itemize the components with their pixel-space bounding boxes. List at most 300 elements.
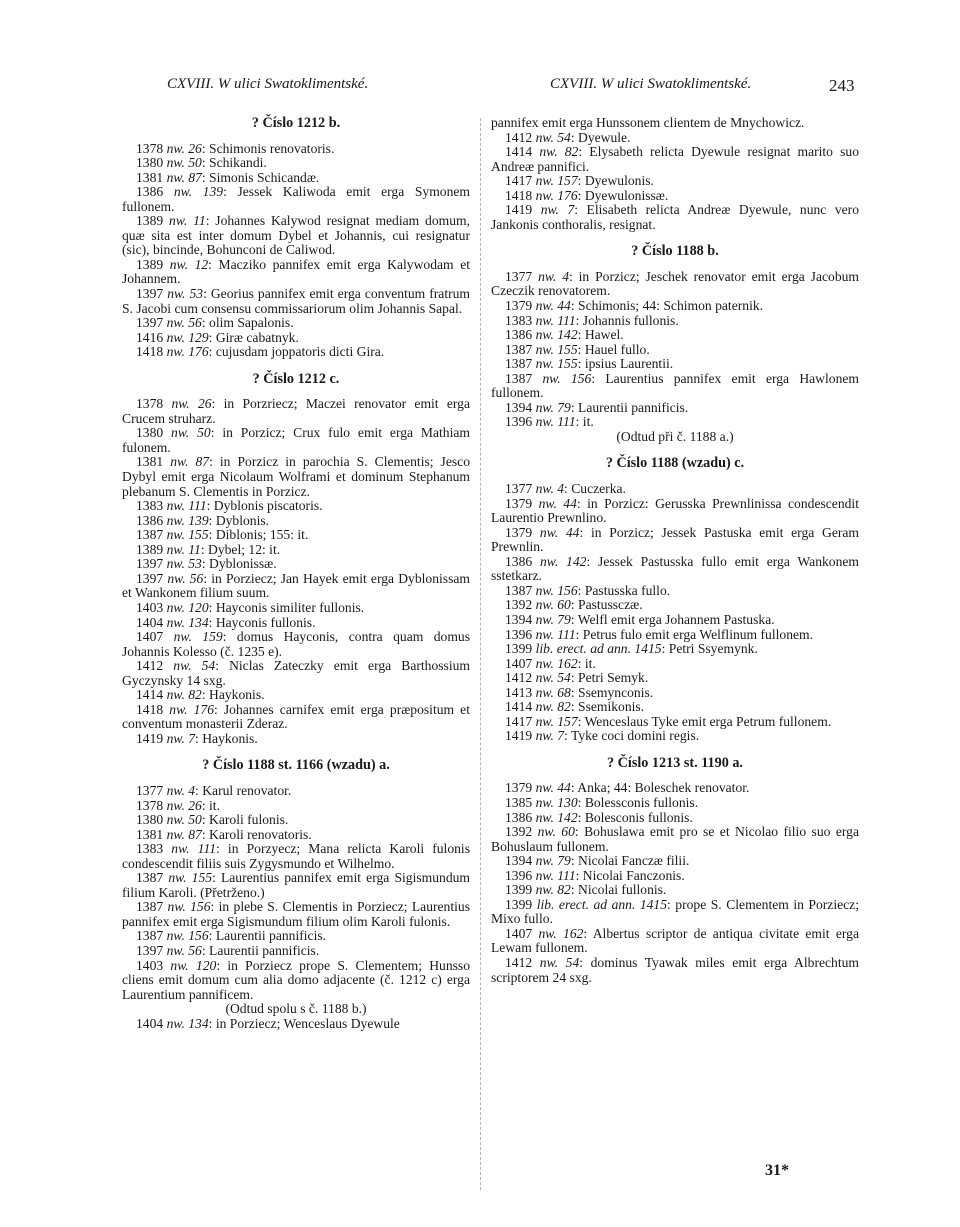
entry-source: nw. 111 — [535, 626, 576, 642]
entry-year: 1389 — [136, 541, 164, 557]
entry-year: 1416 — [136, 329, 164, 345]
entry-year: 1418 — [136, 344, 164, 360]
entry-source: nw. 155 — [166, 527, 209, 543]
entry-source: nw. 176 — [535, 187, 578, 203]
entry-text: : Cuczerka. — [564, 481, 626, 497]
entry — [491, 729, 859, 744]
entry-year: 1414 — [505, 144, 533, 160]
entry-text: : domus Hayconis, contra quam domus Johannis Kolesso (č. 1235 e). — [122, 629, 471, 659]
section — [122, 758, 470, 1031]
entry-source: nw. 156 — [535, 582, 578, 598]
entry-source: nw. 44 — [535, 298, 571, 314]
entry-text: : Laurentii pannificis. — [570, 399, 689, 415]
entry — [122, 185, 470, 214]
entry-year: 1413 — [505, 684, 533, 700]
entry-year: 1407 — [136, 629, 164, 645]
entry-text: : Johannis fullonis. — [575, 312, 679, 328]
entry-text: : Jessek Pastusska fullo emit erga Wankonem sstetkarz. — [491, 553, 859, 584]
entry — [122, 331, 470, 346]
section-title — [122, 372, 470, 387]
entry — [122, 659, 470, 688]
entry-year: 1387 — [136, 928, 164, 944]
entry-text: : Karoli renovatoris. — [201, 826, 312, 842]
section — [491, 244, 859, 444]
entry — [491, 956, 859, 985]
entry-year: 1389 — [136, 213, 164, 229]
entry-source: nw. 79 — [535, 611, 571, 627]
entry — [122, 944, 470, 959]
section — [491, 756, 859, 985]
entry-source: nw. 156 — [542, 370, 592, 386]
entry — [122, 287, 470, 316]
entry-year: 1386 — [136, 512, 164, 528]
entry — [122, 732, 470, 747]
entry-year: 1404 — [136, 1015, 164, 1031]
entry — [122, 528, 470, 543]
entry-year: 1387 — [505, 370, 533, 386]
entry — [491, 854, 859, 869]
entry-text: : Dyblonissæ. — [201, 556, 277, 572]
section-title-text: ? Číslo 1212 c. — [252, 370, 340, 387]
section-title-text: ? Číslo 1188 st. 1166 (wzadu) a. — [202, 757, 390, 774]
entry-year: 1399 — [505, 896, 533, 912]
entry — [491, 497, 859, 526]
entry-year: 1396 — [505, 414, 533, 430]
entry-year: 1414 — [505, 699, 533, 715]
entry — [122, 514, 470, 529]
entry — [122, 455, 470, 499]
entry-source: nw. 26 — [171, 396, 212, 412]
entry-text: : Dyewule. — [570, 129, 631, 145]
entry-text: : in Porzyecz; Mana relicta Karoli fulonis condescendit filiis suis Zygysmundo et Wilhelmo. — [122, 841, 470, 871]
entry — [122, 156, 470, 171]
entry — [491, 715, 859, 730]
entry-source: nw. 156 — [167, 899, 211, 915]
running-header-right: CXVIII. W ulici Swatoklimentské. — [550, 76, 752, 92]
entry-source: nw. 82 — [535, 882, 571, 898]
entry-text: : Simonis Schicandæ. — [201, 169, 320, 185]
entry — [491, 299, 859, 314]
entry-text: : Elisabeth relicta Andreæ Dyewule, nunc vero Jankonis conthoralis, resignat. — [491, 202, 859, 232]
entry-text: : Diblonis; 155: it. — [208, 527, 309, 543]
entry-source: nw. 60 — [537, 824, 575, 840]
entry — [122, 871, 470, 900]
entry — [122, 142, 470, 157]
entry-year: 1418 — [505, 187, 533, 203]
entry-text: : it. — [201, 797, 220, 813]
entry — [491, 174, 859, 189]
entry-text: : Hayconis fullonis. — [208, 614, 316, 630]
entry — [491, 700, 859, 715]
entry-text: : Georius pannifex emit erga conventum fratrum S. Jacobi cum consensu commissariorum olim Johannis Sapal. — [122, 286, 471, 316]
entry-source: nw. 157 — [535, 173, 578, 189]
entry-source: nw. 111 — [171, 841, 217, 857]
entry-year: 1394 — [505, 399, 533, 415]
entry-source: nw. 54 — [535, 129, 571, 145]
entry-year: 1404 — [136, 614, 164, 630]
entry-text: : cujusdam joppatoris dicti Gira. — [208, 344, 385, 360]
entry-year: 1397 — [136, 315, 164, 331]
entry — [122, 630, 470, 659]
entry-text: : Anka; 44: Boleschek renovator. — [570, 780, 750, 796]
entry — [491, 401, 859, 416]
entry-year: 1399 — [505, 882, 533, 898]
entry-source: nw. 111 — [535, 312, 576, 328]
entry-text: : Wenceslaus Tyke emit erga Petrum fullonem. — [577, 713, 832, 729]
entry-text: : Johannes Kalywod resignat mediam domum, quæ sita est inter domum Dybel et Johannis, cui resignatur (sic), bincinde, Bohunconi de Caliwod. — [122, 213, 470, 258]
entry — [122, 616, 470, 631]
continuation-text: pannifex emit erga Hunssonem clientem de Mnychowicz. — [491, 115, 805, 130]
entry-text: : Nicolai Fanczonis. — [575, 867, 685, 883]
section-title — [122, 116, 470, 131]
entry-year: 1419 — [505, 202, 533, 218]
entry-year: 1383 — [136, 841, 164, 857]
entry-text: : in plebe S. Clementis in Porziecz; Laurentius pannifex emit erga Sigismundum filium olim Karoli fulonis. — [122, 899, 470, 929]
entry — [491, 203, 859, 232]
entry-text: : Schimonis renovatoris. — [201, 140, 335, 156]
entry-source: nw. 56 — [166, 942, 202, 958]
entry-source: nw. 82 — [535, 699, 571, 715]
entry-year: 1387 — [505, 341, 533, 357]
entry-year: 1387 — [505, 582, 533, 598]
entry-source: nw. 60 — [535, 597, 571, 613]
entry-source: nw. 120 — [170, 957, 217, 973]
entry-text: : Tyke coci domini regis. — [564, 728, 700, 744]
entry-source: nw. 159 — [173, 629, 223, 645]
entry-year: 1407 — [505, 925, 533, 941]
entry-source: nw. 162 — [535, 655, 578, 671]
entry — [491, 628, 859, 643]
entry-text: : Dyewulonis. — [577, 173, 654, 189]
entry-text: : Pastusska fullo. — [577, 582, 671, 598]
entry-text: : Karul renovator. — [195, 782, 292, 798]
section-title-text: ? Číslo 1188 (wzadu) c. — [605, 455, 745, 472]
entry-year: 1396 — [505, 867, 533, 883]
entry — [491, 372, 859, 401]
entry-year: 1378 — [136, 140, 164, 156]
entry — [122, 842, 470, 871]
entry-year: 1381 — [136, 169, 164, 185]
entry-year: 1386 — [505, 809, 533, 825]
entry — [491, 781, 859, 796]
entry-text: : Petrus fulo emit erga Welflinum fullonem. — [575, 626, 814, 642]
entry-year: 1386 — [136, 184, 164, 200]
entry-text: : in Porziecz; Wenceslaus Dyewule — [208, 1015, 400, 1031]
entry-source: nw. 68 — [535, 684, 571, 700]
entry — [122, 900, 470, 929]
entry-year: 1392 — [505, 824, 533, 840]
entry — [491, 898, 859, 927]
entry-text: : Nicolai Fanczæ filii. — [570, 853, 690, 869]
entry-text: : Johannes carnifex emit erga præpositum et conventum monasterii Zderaz. — [122, 701, 470, 732]
entry-year: 1397 — [136, 286, 164, 302]
entry-source: nw. 26 — [166, 797, 202, 813]
entry-source: nw. 54 — [173, 658, 216, 674]
entry-source: nw. 176 — [166, 344, 209, 360]
entry-source: nw. 155 — [168, 870, 213, 886]
entry — [122, 572, 470, 601]
entry-source: nw. 26 — [166, 140, 202, 156]
entry-source: nw. 44 — [538, 495, 577, 511]
entry-source: nw. 176 — [169, 701, 215, 717]
entry-source: nw. 50 — [166, 812, 202, 828]
entry-source: nw. 155 — [535, 356, 578, 372]
entry-source: nw. 50 — [166, 155, 202, 171]
entry-text: : in Porzicz; Jessek Pastuska emit erga Geram Prewnlin. — [491, 524, 860, 555]
entry-year: 1378 — [136, 797, 164, 813]
entry-source: nw. 142 — [535, 327, 578, 343]
entry-year: 1403 — [136, 957, 164, 973]
entry — [491, 145, 859, 174]
entry-year: 1389 — [136, 256, 164, 272]
entry-year: 1387 — [136, 870, 164, 886]
entry — [122, 316, 470, 331]
section-title — [491, 456, 859, 471]
entry — [122, 703, 470, 732]
entry-year: 1379 — [505, 495, 533, 511]
entry-source: nw. 111 — [166, 498, 207, 514]
entry — [491, 642, 859, 657]
entry-source: nw. 44 — [539, 524, 580, 540]
entry-text: : Dyblonis. — [208, 512, 270, 528]
section-title-text: ? Číslo 1212 b. — [251, 115, 341, 131]
entry — [122, 499, 470, 514]
entry-text: : Elysabeth relicta Dyewule resignat marito suo Andreæ pannifici. — [491, 144, 860, 174]
entry — [491, 131, 859, 146]
entry-text: : it. — [575, 414, 594, 430]
entry-text: : in Porziecz prope S. Clementem; Hunsso cliens emit domum cum alia domo adjacente (č. 1212 c) erga Laurentium pannificem. — [122, 957, 470, 1002]
section — [491, 456, 859, 743]
entry-text: : Schikandi. — [201, 155, 267, 171]
entry-source: nw. 12 — [169, 256, 209, 272]
entry — [491, 555, 859, 584]
entry — [491, 357, 859, 372]
entry-text: : Welfl emit erga Johannem Pastuska. — [570, 611, 775, 627]
entry-text: : olim Sapalonis. — [201, 315, 294, 331]
entry-text: : Dyewulonissæ. — [577, 187, 669, 203]
entry-text: : Dybel; 12: it. — [200, 541, 281, 557]
entry-text: : Dyblonis piscatoris. — [206, 498, 323, 514]
entry — [491, 189, 859, 204]
entry — [122, 397, 470, 426]
entry-source: nw. 79 — [535, 399, 571, 415]
entry-year: 1397 — [136, 942, 164, 958]
entry-year: 1412 — [505, 129, 533, 145]
entry — [491, 270, 859, 299]
entry-text: : Laurentii pannificis. — [201, 942, 320, 958]
continuation-block — [491, 116, 859, 232]
entry — [122, 171, 470, 186]
entry-source: nw. 82 — [166, 687, 202, 703]
entry-year: 1387 — [136, 899, 164, 915]
section-note: (Odtud spolu s č. 1188 b.) — [225, 1001, 367, 1017]
entry-text: : dominus Tyawak miles emit erga Albrechtum scriptorem 24 sxg. — [491, 954, 859, 985]
entry-year: 1397 — [136, 556, 164, 572]
entry — [491, 686, 859, 701]
entry-source: nw. 7 — [535, 728, 565, 744]
entry — [122, 828, 470, 843]
entry-text: : Ssemikonis. — [570, 699, 645, 715]
entry-text: : Nicolai fullonis. — [570, 882, 667, 898]
running-header-left: CXVIII. W ulici Swatoklimentské. — [167, 76, 369, 92]
entry-source: nw. 87 — [166, 826, 202, 842]
right-column — [491, 116, 859, 985]
entry-source: nw. 54 — [539, 954, 580, 970]
entry-year: 1380 — [136, 425, 164, 441]
section-title — [491, 244, 859, 259]
entry-year: 1394 — [505, 611, 533, 627]
entry-source: nw. 87 — [170, 454, 210, 470]
entry-year: 1418 — [136, 701, 164, 717]
entry-text: : in Porzicz; Crux fulo emit erga Mathiam fulonem. — [122, 425, 470, 455]
entry-source: nw. 134 — [166, 1015, 209, 1031]
entry-year: 1387 — [505, 356, 533, 372]
entry-source: lib. erect. ad ann. 1415 — [536, 896, 668, 912]
entry-source: nw. 4 — [166, 782, 196, 798]
entry-source: nw. 139 — [166, 512, 209, 528]
entry — [491, 811, 859, 826]
entry-year: 1417 — [505, 713, 533, 729]
entry-year: 1419 — [505, 728, 533, 744]
entry-source: nw. 53 — [166, 556, 202, 572]
entry-year: 1412 — [136, 658, 164, 674]
entry — [122, 601, 470, 616]
entry-text: : in Porzriecz; Maczei renovator emit erga Crucem struharz. — [122, 396, 470, 426]
entry — [491, 598, 859, 613]
entry-text: : in Porzicz in parochia S. Clementis; Jesco Dybyl emit erga Nicolaum Wolframi et dominum Stephanum plebanum S. Clementis in Porzicz. — [122, 454, 471, 499]
entry-text: : Schimonis; 44: Schimon paternik. — [570, 298, 764, 314]
entry-text: : Hayconis similiter fullonis. — [208, 599, 365, 615]
entry-year: 1385 — [505, 794, 533, 810]
entry-year: 1397 — [136, 570, 164, 586]
entry-text: : Macziko pannifex emit erga Kalywodam et Johannem. — [122, 256, 470, 287]
entry — [491, 825, 859, 854]
entry-text: : in Porzicz; Jeschek renovator emit erga Jacobum Czeczik renovatorem. — [491, 268, 859, 299]
section — [122, 116, 470, 360]
entry-source: nw. 155 — [535, 341, 578, 357]
entry-year: 1381 — [136, 826, 164, 842]
entry — [491, 415, 859, 430]
entry-year: 1412 — [505, 670, 533, 686]
entry — [122, 688, 470, 703]
entry-source: nw. 87 — [166, 169, 202, 185]
entry-text: : prope S. Clementem in Porziecz; Mixo fullo. — [491, 896, 859, 927]
entry-year: 1377 — [505, 268, 533, 284]
entry — [122, 258, 470, 287]
entry-source: nw. 111 — [535, 867, 576, 883]
entry — [491, 883, 859, 898]
entry — [491, 796, 859, 811]
entry-source: nw. 82 — [539, 144, 579, 160]
entry-source: nw. 56 — [166, 315, 202, 331]
entry-year: 1417 — [505, 173, 533, 189]
entry-source: nw. 7 — [166, 730, 196, 746]
entry — [491, 343, 859, 358]
entry-text: : Bohuslawa emit pro se et Nicolao filio suo erga Bohuslaum fullonem. — [491, 824, 859, 854]
entry-year: 1419 — [136, 730, 164, 746]
column-divider — [480, 118, 481, 1190]
entry-year: 1394 — [505, 853, 533, 869]
entry-source: nw. 50 — [171, 425, 211, 441]
left-column — [122, 116, 470, 1031]
section-title — [491, 756, 859, 771]
entry — [491, 869, 859, 884]
entry-text: : Laurentius pannifex emit erga Hawlonem fullonem. — [491, 370, 859, 401]
entry-year: 1379 — [505, 524, 533, 540]
entry-source: nw. 111 — [535, 414, 576, 430]
entry — [122, 426, 470, 455]
entry — [491, 584, 859, 599]
entry — [491, 671, 859, 686]
entry-source: nw. 142 — [535, 809, 578, 825]
entry-year: 1380 — [136, 812, 164, 828]
entry-year: 1407 — [505, 655, 533, 671]
section-title-text: ? Číslo 1213 st. 1190 a. — [607, 754, 743, 771]
entry-source: nw. 11 — [169, 213, 206, 229]
entry — [122, 345, 470, 360]
entry-year: 1383 — [505, 312, 533, 328]
section-note: (Odtud při č. 1188 a.) — [616, 428, 734, 444]
entry-text: : Hauel fullo. — [577, 341, 650, 357]
entry-year: 1383 — [136, 498, 164, 514]
entry-year: 1386 — [505, 327, 533, 343]
entry-year: 1414 — [136, 687, 164, 703]
entry — [122, 813, 470, 828]
entry-source: nw. 4 — [538, 268, 569, 284]
entry — [491, 526, 859, 555]
entry-source: lib. erect. ad ann. 1415 — [535, 641, 662, 657]
entry-year: 1377 — [505, 481, 533, 497]
entry-year: 1392 — [505, 597, 533, 613]
section-title — [122, 758, 470, 773]
entry-source: nw. 56 — [167, 570, 204, 586]
entry-text: : Giræ cabatnyk. — [208, 329, 299, 345]
signature-mark: 31* — [765, 1162, 789, 1179]
entry-text: : in Porzicz: Gerusska Prewnlinissa condescendit Laurentio Prewnlino. — [491, 495, 859, 526]
entry — [491, 482, 859, 497]
entry-text: : it. — [577, 655, 596, 671]
entry — [122, 929, 470, 944]
entry-text: : ipsius Laurentii. — [577, 356, 674, 372]
entry — [122, 959, 470, 1003]
section — [122, 372, 470, 747]
entry-text: : Bolesconis fullonis. — [577, 809, 693, 825]
entry-source: nw. 139 — [173, 184, 224, 200]
page-number: 243 — [829, 76, 855, 95]
entry-text: : Bolessconis fullonis. — [577, 794, 699, 810]
entry — [491, 613, 859, 628]
entry-year: 1403 — [136, 599, 164, 615]
entry-source: nw. 142 — [540, 553, 587, 569]
entry-text: : Hawel. — [577, 327, 624, 343]
entry-source: nw. 11 — [166, 541, 201, 557]
entry-year: 1378 — [136, 396, 164, 412]
entry-text: : Albertus scriptor de antiqua civitate emit erga Lewam fullonem. — [491, 925, 859, 956]
entry-year: 1386 — [505, 553, 533, 569]
entry — [122, 557, 470, 572]
entry — [122, 214, 470, 258]
entry-source: nw. 4 — [535, 481, 565, 497]
entry-source: nw. 162 — [538, 925, 584, 941]
entry-text: : Haykonis. — [201, 687, 265, 703]
entry — [491, 927, 859, 956]
entry-text: : Petri Semyk. — [570, 670, 649, 686]
entry-text: : Niclas Zateczky emit erga Barthossium Gyczynsky 14 sxg. — [122, 658, 470, 688]
entry — [122, 799, 470, 814]
entry-text: : Karoli fulonis. — [201, 812, 289, 828]
entry — [122, 784, 470, 799]
entry-year: 1381 — [136, 454, 164, 470]
